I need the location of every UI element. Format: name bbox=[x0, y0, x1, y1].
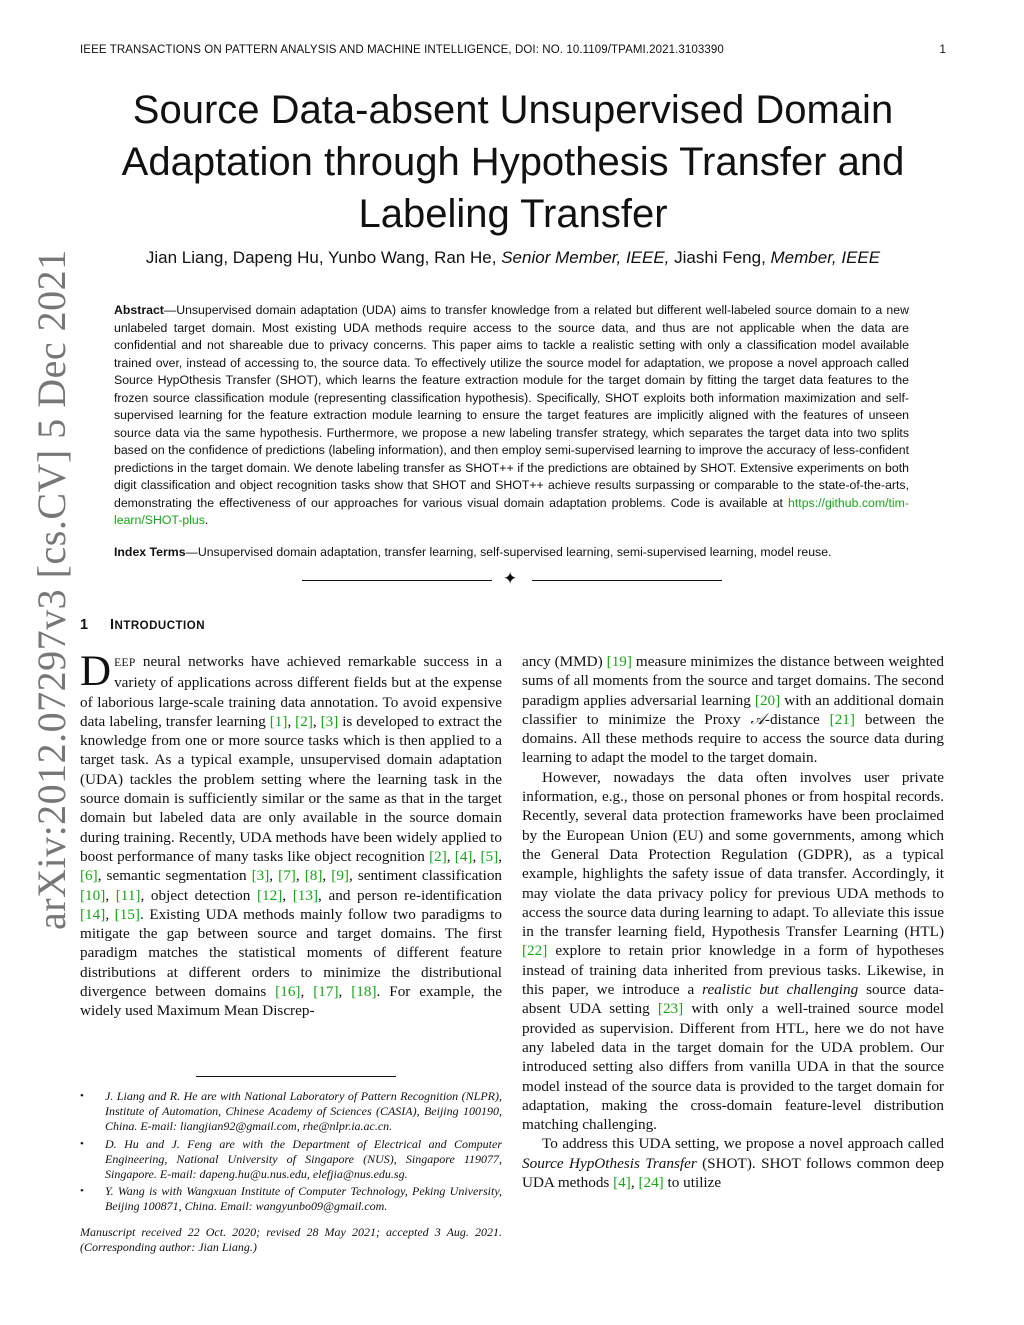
citation-link[interactable]: [9] bbox=[331, 867, 349, 885]
text-run: , object detection bbox=[140, 886, 257, 904]
citation-link[interactable]: [3] bbox=[320, 712, 339, 730]
text-run: neural networks have achieved remarkable success in a variety of applications across different fields but at the expense of laborious large-scale training data annotation. To avoid expensive data labeling, transfer learning bbox=[80, 653, 502, 730]
journal-header: IEEE TRANSACTIONS ON PATTERN ANALYSIS AND MACHINE INTELLIGENCE, DOI: NO. 10.1109/TPAMI.2021.3103390 bbox=[80, 44, 724, 56]
text-run: . For example, the widely used Maximum Mean Discrep- bbox=[80, 983, 502, 1020]
index-terms bbox=[114, 544, 909, 562]
citation-link[interactable]: [11] bbox=[115, 886, 141, 904]
text-run: source data-absent UDA setting bbox=[522, 981, 944, 1018]
drop-cap: D bbox=[80, 648, 112, 695]
footnote-rule bbox=[196, 1076, 396, 1077]
bullet-icon: • bbox=[80, 1137, 84, 1150]
text-run: , bbox=[282, 886, 293, 904]
emphasis-text: Source HypOthesis Transfer bbox=[522, 1154, 697, 1172]
text-run: between the domains. All these methods require to access the source data during learning to adapt the model to the target domain. bbox=[522, 710, 944, 767]
authors-names-a: Jian Liang, Dapeng Hu, Yunbo Wang, Ran He, bbox=[145, 248, 502, 267]
code-link[interactable]: https://github.com/tim-learn/SHOT-plus bbox=[114, 495, 909, 527]
right-paragraph-1 bbox=[522, 652, 944, 768]
text-run: , semantic segmentation bbox=[97, 867, 252, 885]
text-run: , bbox=[630, 1174, 639, 1192]
text-run: , bbox=[300, 983, 314, 1001]
right-column bbox=[522, 652, 944, 1192]
text-run: , bbox=[498, 847, 503, 865]
citation-link[interactable]: [17] bbox=[313, 983, 339, 1001]
text-run: with an additional domain classifier to minimize the Proxy bbox=[522, 691, 944, 728]
author-list bbox=[80, 248, 946, 268]
citation-link[interactable]: [19] bbox=[606, 653, 632, 670]
citation-link[interactable]: [1] bbox=[269, 712, 288, 730]
citation-link[interactable]: [18] bbox=[351, 983, 377, 1001]
emphasis-text: realistic but challenging bbox=[702, 981, 859, 999]
abstract-text: —Unsupervised domain adaptation (UDA) aims to transfer knowledge from a related but different well-labeled source domain to a new unlabeled target domain. Most existing UDA methods require access to the source data, and thus are not applicable when the data are confidential and not shareable due to privacy concerns. This paper aims to tackle a realistic setting with only a classification model available trained over, instead of accessing to, the source data. To effectively utilize the source model for adaptation, we propose a novel approach called Source HypOthesis Transfer (SHOT), which learns the feature extraction module for the target domain by fitting the target data features to the frozen source classification module (representing classification hypothesis). Specifically, SHOT exploits both information maximization and self-supervised learning for the feature extraction module learning to ensure the target features are implicitly aligned with the features of unseen source data via the same hypothesis. Furthermore, we propose a new labeling transfer strategy, which separates the target data into two splits based on the confidence of predictions (labeling information), and then employ semi-supervised learning to improve the accuracy of less-confident predictions in the target domain. We denote labeling transfer as SHOT++ if the predictions are obtained by SHOT. Extensive experiments on both digit classification and object recognition tasks show that SHOT and SHOT++ achieve results surpassing or comparable to the state-of-the-arts, demonstrating the effectiveness of our approaches for various visual domain adaptation problems. Code is available at bbox=[114, 303, 909, 510]
footnote-text: Y. Wang is with Wangxuan Institute of Computer Technology, Peking University, Beijing 100871, China. Email: wangyunbo09@gmail.com. bbox=[105, 1184, 502, 1214]
text-run: , bbox=[105, 886, 116, 904]
citation-link[interactable]: [6] bbox=[80, 867, 98, 885]
citation-link[interactable]: [12] bbox=[256, 886, 283, 904]
drop-cap-rest: EEP bbox=[114, 657, 136, 669]
authors-names-b: Jiashi Feng, bbox=[669, 248, 771, 267]
text-run: , bbox=[312, 712, 321, 730]
citation-link[interactable]: [5] bbox=[480, 847, 499, 865]
section-heading bbox=[80, 617, 205, 633]
arxiv-stamp: arXiv:2012.07297v3 [cs.CV] 5 Dec 2021 bbox=[29, 249, 74, 930]
abstract bbox=[114, 302, 909, 530]
citation-link[interactable]: [24] bbox=[638, 1174, 664, 1192]
text-run: . Existing UDA methods mainly follow two paradigms to mitigate the gap between source and target domains. The first paradigm matches the statistical moments of different feature distributions at different orders to minimize the distributional divergence between domains bbox=[80, 905, 502, 1001]
text-run: To address this UDA setting, we propose a novel approach called bbox=[542, 1135, 944, 1153]
footnote-affiliation-3 bbox=[80, 1184, 502, 1214]
citation-link[interactable]: [8] bbox=[304, 867, 323, 885]
title-line-1: Source Data-absent Unsupervised Domain bbox=[132, 88, 894, 132]
citation-link[interactable]: [16] bbox=[275, 983, 301, 1001]
footnote-affiliation-1 bbox=[80, 1089, 502, 1135]
index-terms-text: —Unsupervised domain adaptation, transfer learning, self-supervised learning, semi-supervised learning, model reuse. bbox=[185, 545, 832, 559]
text-run: -distance bbox=[764, 710, 830, 728]
citation-link[interactable]: [15] bbox=[114, 905, 140, 923]
citation-link[interactable]: [23] bbox=[657, 1000, 684, 1018]
divider-line-right bbox=[532, 580, 722, 581]
text-run: , sentiment classification bbox=[348, 867, 503, 885]
index-terms-label: Index Terms bbox=[114, 545, 186, 559]
divider-line-left bbox=[302, 580, 492, 581]
text-run: , bbox=[269, 867, 279, 885]
section-number: 1 bbox=[80, 617, 89, 633]
text-run: ancy (MMD) bbox=[522, 653, 607, 670]
text-run: , bbox=[472, 847, 481, 865]
right-paragraph-2 bbox=[522, 768, 944, 1135]
manuscript-note: Manuscript received 22 Oct. 2020; revised 28 May 2021; accepted 3 Aug. 2021. (Corresponding author: Jian Liang.) bbox=[80, 1224, 502, 1254]
running-header bbox=[80, 44, 946, 56]
citation-link[interactable]: [2] bbox=[295, 712, 313, 730]
bullet-icon: • bbox=[80, 1185, 84, 1198]
text-run: , and person re-identification bbox=[318, 886, 503, 904]
footnote-text: D. Hu and J. Feng are with the Department of Electrical and Computer Engineering, National University of Singapore (NUS), Singapore 119077, Singapore. E-mail: dapeng.hu@u.nus.edu, elefjia@nus.edu.sg. bbox=[105, 1136, 502, 1182]
paper-title bbox=[80, 84, 946, 240]
text-run: , bbox=[295, 867, 305, 885]
citation-link[interactable]: [3] bbox=[251, 867, 270, 885]
section-title-rest: NTRODUCTION bbox=[114, 620, 205, 632]
citation-link[interactable]: [4] bbox=[454, 847, 473, 865]
authors-role-a: Senior Member, IEEE, bbox=[501, 248, 670, 267]
abstract-label: Abstract bbox=[114, 303, 164, 317]
right-paragraph-3 bbox=[522, 1134, 944, 1192]
authors-role-b: Member, IEEE bbox=[770, 248, 881, 267]
citation-link[interactable]: [14] bbox=[80, 905, 106, 923]
text-run: to utilize bbox=[663, 1174, 722, 1192]
text-run: , bbox=[446, 847, 455, 865]
text-run: However, nowadays the data often involves user private information, e.g., those on personal phones or from hospital records. Recently, several data protection frameworks have been proclaimed by the European Union (EU) and some governments, among which the General Data Protection Regulation (GDPR), as a typical example, highlights the safety issue of data transfer. Accordingly, it may violate the data privacy policy for previous UDA methods to access the source data during learning to adapt. To alleviate this issue in the transfer learning field, Hypothesis Transfer Learning (HTL) bbox=[522, 768, 944, 941]
title-line-3: Labeling Transfer bbox=[358, 192, 668, 236]
section-title-first: I bbox=[110, 617, 115, 633]
footnote-affiliation-2 bbox=[80, 1137, 502, 1183]
text-run: , bbox=[105, 905, 115, 923]
text-run: , bbox=[338, 983, 352, 1001]
section-divider bbox=[302, 570, 722, 590]
citation-link[interactable]: [4] bbox=[613, 1174, 631, 1192]
citation-link[interactable]: [10] bbox=[80, 886, 106, 904]
divider-star-icon: ✦ bbox=[503, 569, 518, 588]
abstract-end: . bbox=[204, 513, 209, 527]
left-paragraph-1 bbox=[80, 648, 503, 1021]
text-run: with only a well-trained source model provided as supervision. Different from HTL, here we do not have any labeled data in the target domain for the UDA problem. Our introduced setting also differs from vanilla UDA in that the source model instead of the source data is provided to the target domain for adaptation, making the cross-domain feature-level distribution matching challenging. bbox=[522, 1000, 944, 1134]
citation-link[interactable]: [22] bbox=[522, 942, 548, 960]
bullet-icon: • bbox=[80, 1090, 84, 1102]
left-column bbox=[80, 648, 503, 1021]
math-script-a: 𝒜 bbox=[750, 710, 765, 728]
text-run: is developed to extract the knowledge from one or more source tasks which is then applied to a target task. As a typical example, unsupervised domain adaptation (UDA) tackles the problem setting where the learning task in the source domain is sufficiently similar or the same as that in the target domain but labeled data are only available in the source domain during training. Recently, UDA methods have been widely applied to boost performance of many tasks like object recognition bbox=[80, 712, 503, 865]
footnote-text: J. Liang and R. He are with National Laboratory of Pattern Recognition (NLPR), Institute of Automation, Chinese Academy of Sciences (CASIA), Beijing 100190, China. E-mail: liangjian92@gmail.com, rhe@nlpr.ia.ac.cn. bbox=[105, 1089, 502, 1134]
text-run: , bbox=[287, 712, 296, 730]
page-number: 1 bbox=[939, 44, 946, 56]
text-run: (SHOT). SHOT follows common deep UDA methods bbox=[522, 1154, 944, 1192]
citation-link[interactable]: [20] bbox=[754, 691, 781, 709]
text-run: , bbox=[322, 867, 332, 885]
text-run: explore to retain prior knowledge in a form of hypotheses instead of training data inherited from previous tasks. Likewise, in this paper, we introduce a bbox=[522, 942, 944, 999]
text-run: measure minimizes the distance between weighted sums of all moments from the source and target domains. The second paradigm applies adversarial learning bbox=[522, 653, 945, 709]
title-line-2: Adaptation through Hypothesis Transfer and bbox=[121, 140, 905, 184]
citation-link[interactable]: [7] bbox=[278, 867, 296, 885]
footnotes bbox=[80, 1089, 502, 1255]
citation-link[interactable]: [2] bbox=[429, 847, 447, 865]
citation-link[interactable]: [21] bbox=[829, 710, 855, 728]
citation-link[interactable]: [13] bbox=[292, 886, 319, 904]
